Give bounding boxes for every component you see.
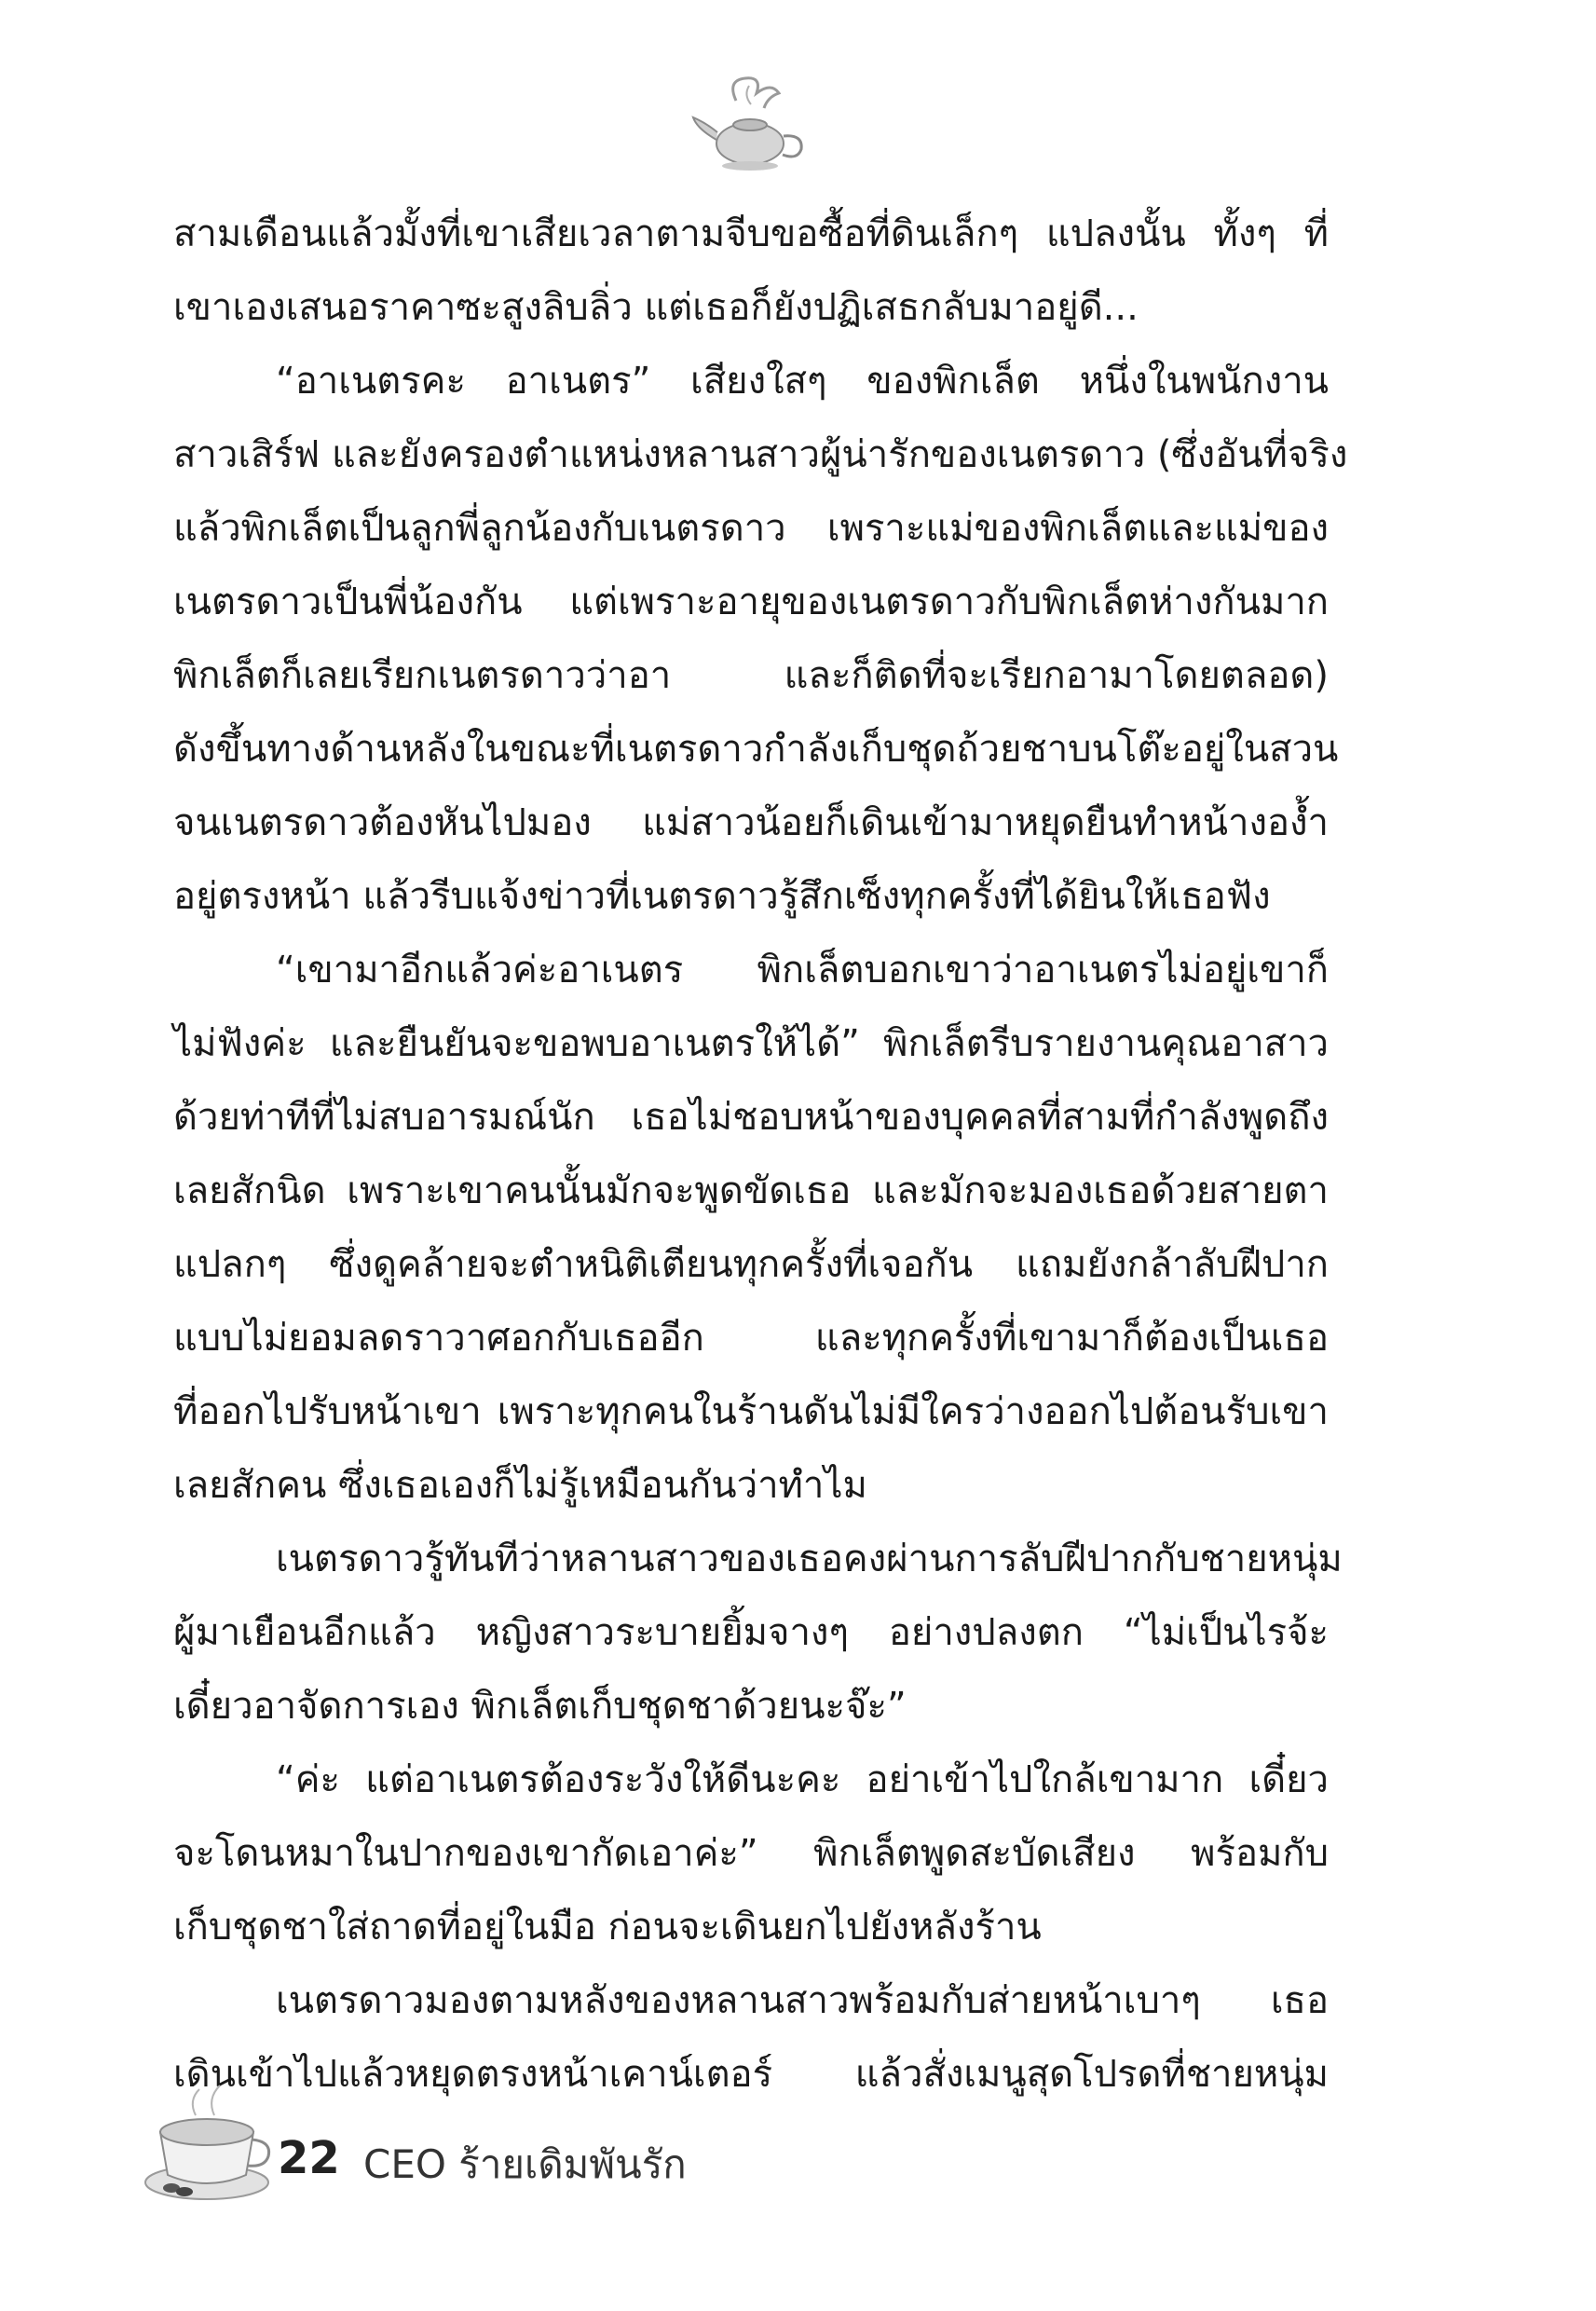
paragraph [173, 934, 1329, 1523]
text-line: แปลกๆ ซึ่งดูคล้ายจะตำหนิติเตียนทุกครั้งที่เจอกัน แถมยังกล้าลับฝีปาก [173, 1243, 1329, 1286]
paragraph [173, 345, 1348, 934]
text-line: เดี๋ยวอาจัดการเอง พิกเล็ตเก็บชุดชาด้วยนะจ๊ะ” [173, 1685, 907, 1728]
paragraph [173, 1744, 1329, 1964]
text-line: เลยสักนิด เพราะเขาคนนั้นมักจะพูดขัดเธอ และมักจะมองเธอด้วยสายตา [173, 1169, 1329, 1212]
text-line: “ค่ะ แต่อาเนตรต้องระวังให้ดีนะคะ อย่าเข้าไปใกล้เขามาก เดี๋ยว [276, 1758, 1329, 1801]
text-line: เก็บชุดชาใส่ถาดที่อยู่ในมือ ก่อนจะเดินยกไปยังหลังร้าน [173, 1906, 1042, 1949]
text-line: ที่ออกไปรับหน้าเขา เพราะทุกคนในร้านดันไม่มีใครว่างออกไปต้อนรับเขา [173, 1390, 1329, 1433]
text-line: “เขามาอีกแล้วค่ะอาเนตร พิกเล็ตบอกเขาว่าอาเนตรไม่อยู่เขาก็ [276, 949, 1329, 991]
text-line: เนตรดาวรู้ทันทีว่าหลานสาวของเธอคงผ่านการลับฝีปากกับชายหนุ่ม [276, 1538, 1343, 1580]
text-line: จะโดนหมาในปากของเขากัดเอาค่ะ” พิกเล็ตพูดสะบัดเสียง พร้อมกับ [173, 1832, 1329, 1875]
text-line: เลยสักคน ซึ่งเธอเองก็ไม่รู้เหมือนกันว่าทำไม [173, 1464, 867, 1507]
book-title: CEO ร้ายเดิมพันรัก [363, 2141, 687, 2187]
text-line: แล้วพิกเล็ตเป็นลูกพี่ลูกน้องกับเนตรดาว เพราะแม่ของพิกเล็ตและแม่ของ [173, 507, 1329, 550]
text-line: สาวเสิร์ฟ และยังครองตำแหน่งหลานสาวผู้น่ารักของเนตรดาว (ซึ่งอันที่จริง [173, 433, 1348, 476]
text-line: จนเนตรดาวต้องหันไปมอง แม่สาวน้อยก็เดินเข้ามาหยุดยืนทำหน้างอง้ำ [173, 801, 1329, 844]
text-line: ดังขึ้นทางด้านหลังในขณะที่เนตรดาวกำลังเก็บชุดถ้วยชาบนโต๊ะอยู่ในสวน [173, 728, 1339, 771]
coffee-cup-icon [140, 2078, 280, 2208]
text-line: อยู่ตรงหน้า แล้วรีบแจ้งข่าวที่เนตรดาวรู้สึกเซ็งทุกครั้งที่ได้ยินให้เธอฟัง [173, 875, 1271, 918]
text-line: แบบไม่ยอมลดราวาศอกกับเธออีก และทุกครั้งที่เขามาก็ต้องเป็นเธอ [173, 1317, 1329, 1360]
text-line: ผู้มาเยือนอีกแล้ว หญิงสาวระบายยิ้มจางๆ อย่างปลงตก “ไม่เป็นไรจ้ะ [173, 1611, 1329, 1654]
text-line: พิกเล็ตก็เลยเรียกเนตรดาวว่าอา และก็ติดที่จะเรียกอามาโดยตลอด) [173, 654, 1329, 697]
text-line: สามเดือนแล้วมั้งที่เขาเสียเวลาตามจีบขอซื้อที่ดินเล็กๆ แปลงนั้น ทั้งๆ ที่ [173, 212, 1329, 255]
teapot-ornament-icon [689, 73, 811, 175]
text-line: ด้วยท่าทีที่ไม่สบอารมณ์นัก เธอไม่ชอบหน้าของบุคคลที่สามที่กำลังพูดถึง [173, 1096, 1329, 1139]
text-line: เขาเองเสนอราคาซะสูงลิบลิ่ว แต่เธอก็ยังปฏิเสธกลับมาอยู่ดี... [173, 286, 1139, 329]
text-line: “อาเนตรคะ อาเนตร” เสียงใสๆ ของพิกเล็ต หนึ่งในพนักงาน [276, 360, 1329, 403]
text-line: เนตรดาวเป็นพี่น้องกัน แต่เพราะอายุของเนตรดาวกับพิกเล็ตห่างกันมาก [173, 581, 1329, 623]
text-line: เดินเข้าไปแล้วหยุดตรงหน้าเคาน์เตอร์ แล้วสั่งเมนูสุดโปรดที่ชายหนุ่ม [173, 2053, 1329, 2096]
page-number: 22 [278, 2132, 340, 2184]
body-text [173, 198, 1348, 2112]
paragraph [173, 198, 1329, 345]
text-line: ไม่ฟังค่ะ และยืนยันจะขอพบอาเนตรให้ได้” พิกเล็ตรีบรายงานคุณอาสาว [173, 1022, 1329, 1065]
text-line: เนตรดาวมองตามหลังของหลานสาวพร้อมกับส่ายหน้าเบาๆ เธอ [276, 1979, 1329, 2022]
page-footer [140, 2078, 792, 2208]
paragraph [173, 1523, 1343, 1744]
